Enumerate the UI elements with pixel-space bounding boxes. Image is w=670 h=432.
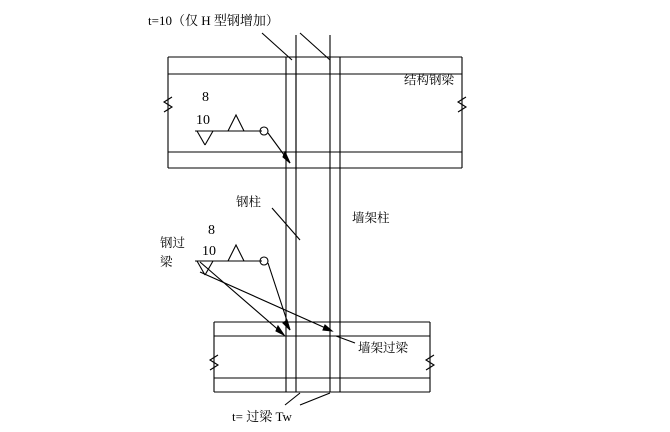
steel-lintel-label: 钢过梁 — [160, 235, 186, 269]
steel-column-label: 钢柱 — [236, 194, 262, 209]
beam-break-marks — [164, 97, 466, 112]
lintel-outline — [214, 322, 430, 392]
wall-frame-column-label: 墙架柱 — [352, 210, 390, 225]
weld-bottom-size-upper: 8 — [208, 223, 215, 238]
wall-frame-lintel-label: 墙架过梁 — [358, 340, 409, 355]
top-note-t: t — [148, 13, 152, 28]
top-note-rest: =10（仅 H 型钢增加） — [151, 13, 279, 28]
steel-column-outline — [286, 57, 296, 392]
structural-steel-beam-label: 结构钢梁 — [404, 72, 455, 87]
leader-top-note — [250, 32, 340, 170]
leader-bottom-note — [285, 393, 330, 405]
leader-structural-steel-beam — [372, 86, 404, 100]
weld-top-size-lower: 10 — [196, 113, 210, 128]
leader-wall-frame-column — [344, 200, 358, 210]
lintel-break-marks — [210, 355, 434, 370]
bottom-note-tw: Tw — [275, 409, 292, 424]
bottom-note-t: t — [232, 409, 236, 424]
weld-top-size-upper: 8 — [202, 90, 209, 105]
bottom-note-rest: = 过梁 — [235, 409, 276, 424]
leader-steel-lintel — [200, 262, 332, 335]
top-note-label — [148, 12, 279, 30]
leader-wall-frame-lintel — [336, 336, 355, 343]
bottom-note-label — [232, 408, 292, 426]
weld-bottom-size-lower: 10 — [202, 244, 216, 259]
wall-frame-column-outline — [330, 57, 340, 392]
